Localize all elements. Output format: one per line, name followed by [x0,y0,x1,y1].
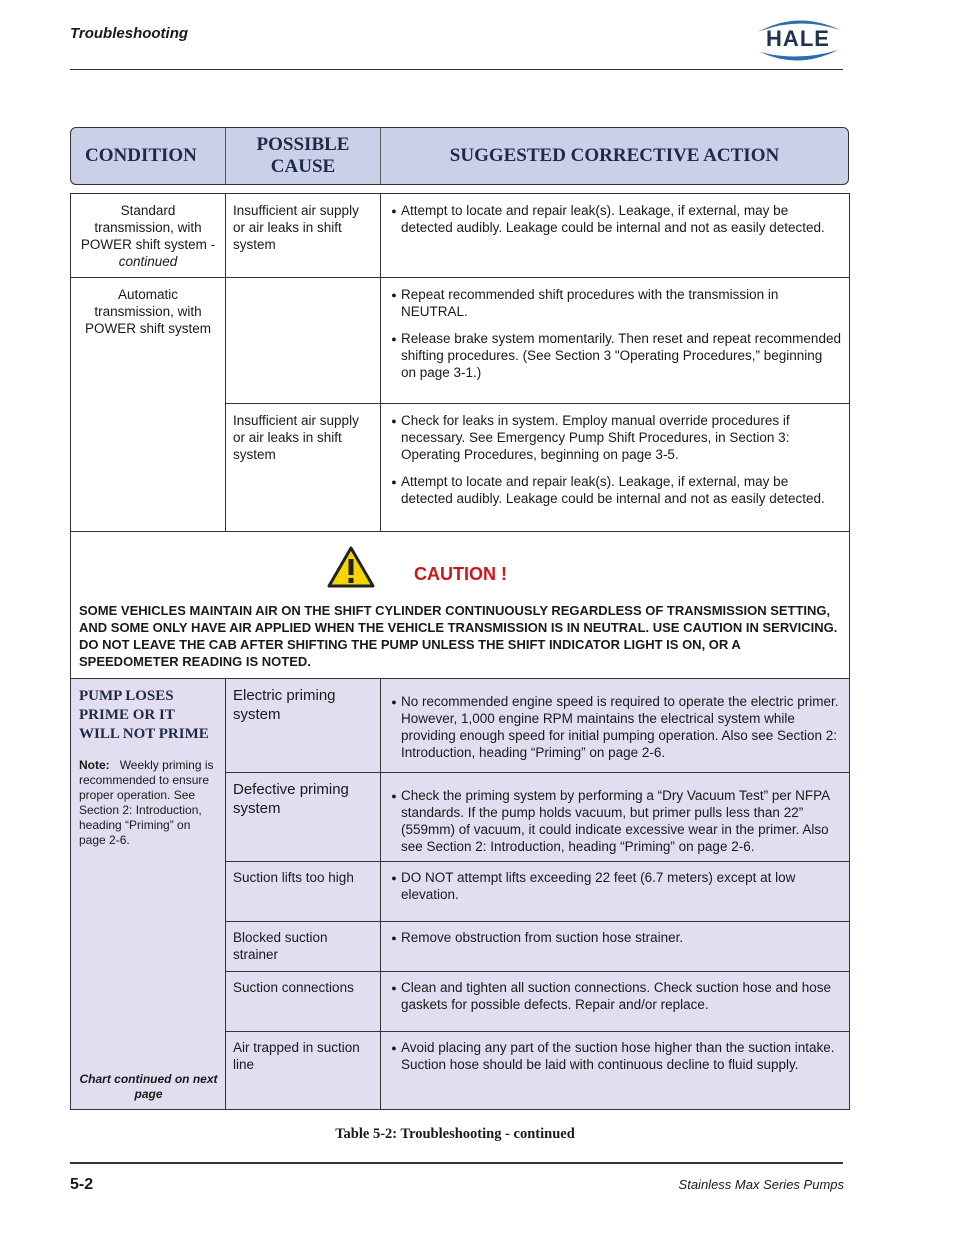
warning-triangle-icon [327,546,375,588]
action-cell: ● Check for leaks in system. Employ manual override procedures if necessary. See Emergency Pump Shift Procedures, in Section 3: Operating Procedures, beginning on page 3-5. ● Attempt to locate and repair leak(s). Leakage, if external, may be detected audibly. Leakage could be internal and not as easily detected. [391,413,825,506]
table-subrow [226,772,849,861]
table-subrow [226,403,849,531]
action-cell: ● DO NOT attempt lifts exceeding 22 feet (6.7 meters) except at low elevation. [391,870,796,902]
condition-cell: Automatic transmission, with POWER shift system [71,278,226,531]
condition-cell [71,679,226,1109]
table-subrow [226,679,849,772]
cause-cell: Insufficient air supply or air leaks in shift system [226,404,381,531]
cause-cell: Air trapped in suction line [226,1032,381,1109]
pump-note: Note: Weekly priming is recommended to ensure proper operation. See Section 2: Introduction, heading “Priming” on page 2-6. [79,758,214,847]
chart-continued-note: Chart continued on next page [79,1072,218,1101]
table-subrow [226,971,849,1031]
condition-cell: Standard transmission, with POWER shift system - continued [71,194,226,277]
caution-text: SOME VEHICLES MAINTAIN AIR ON THE SHIFT CYLINDER CONTINUOUSLY REGARDLESS OF TRANSMISSION SETTING, AND SOME ONLY HAVE AIR APPLIED WHEN THE VEHICLE TRANSMISSION IS IN NEUTRAL. USE CAUTION IN SERVICING. DO NOT LEAVE THE CAB AFTER SHIFTING THE PUMP UNLESS THE SHIFT INDICATOR LIGHT IS ON, OR A SPEEDOMETER READING IS NOTED. [79,603,838,669]
caution-box [71,531,849,678]
col-corrective-action: SUGGESTED CORRECTIVE ACTION [449,145,780,166]
table-subrow [226,861,849,921]
action-cell: ● Avoid placing any part of the suction hose higher than the suction intake. Suction hose should be laid with continuous decline to fluid supply. [391,1040,835,1072]
cause-cell: Defective priming system [226,773,381,861]
cause-cell: Electric priming system [226,679,381,772]
logo-wordmark: HALE [766,26,830,51]
table-row [71,678,849,1109]
footer-rule [70,1162,843,1164]
product-name: Stainless Max Series Pumps [678,1177,844,1192]
cause-cell: Insufficient air supply or air leaks in shift system [226,194,381,277]
caution-title: CAUTION ! [414,564,507,584]
header-rule [70,69,843,70]
table-subrow [226,1031,849,1109]
bullet-icon: ● [391,206,397,216]
table-caption: Table 5-2: Troubleshooting - continued [335,1126,575,1142]
table-row [71,194,849,277]
action-cell: ● Repeat recommended shift procedures with the transmission in NEUTRAL. ● Release brake system momentarily. Then reset and repeat recommended shifting procedures. (See Section 3 "Operating Procedures,” beginning on page 3-1.) [391,287,841,380]
cause-cell [226,278,381,403]
action-cell: ● Clean and tighten all suction connections. Check suction hose and hose gaskets for possible defects. Repair and/or replace. [391,980,832,1012]
page-number: 5-2 [70,1176,94,1193]
troubleshooting-table [70,193,850,1110]
hale-logo [752,12,844,68]
table-row [71,277,849,531]
action-cell: ● No recommended engine speed is required to operate the electric primer. However, 1,000 engine RPM maintains the electrical system while providing enough speed for initial pumping operation. Also see Section 2: Introduction, heading “Priming” on page 2-6. [391,694,839,760]
cause-cell: Suction connections [226,972,381,1031]
table-subrow [226,278,849,403]
action-cell: ● Remove obstruction from suction hose strainer. [391,930,684,945]
pump-condition-title: PUMP LOSES PRIME OR IT WILL NOT PRIME [79,688,209,742]
col-possible-cause: POSSIBLE CAUSE [226,128,381,184]
cause-cell: Blocked suction strainer [226,922,381,971]
cause-cell: Suction lifts too high [226,862,381,921]
section-title: Troubleshooting [70,25,189,42]
action-cell: ● Attempt to locate and repair leak(s). Leakage, if external, may be detected audibly. Leakage could be internal and not as easily detected. [381,194,849,277]
table-header [70,127,849,185]
table-subrow [226,921,849,971]
col-condition: CONDITION [71,128,226,184]
action-cell: ● Check the priming system by performing a “Dry Vacuum Test” per NFPA standards. If the pump holds vacuum, but primer pulls less than 22” (559mm) of vacuum, it could indicate excessive wear in the primer. Also see Section 2: Introduction, heading “Priming” on page 2-6. [391,788,830,854]
